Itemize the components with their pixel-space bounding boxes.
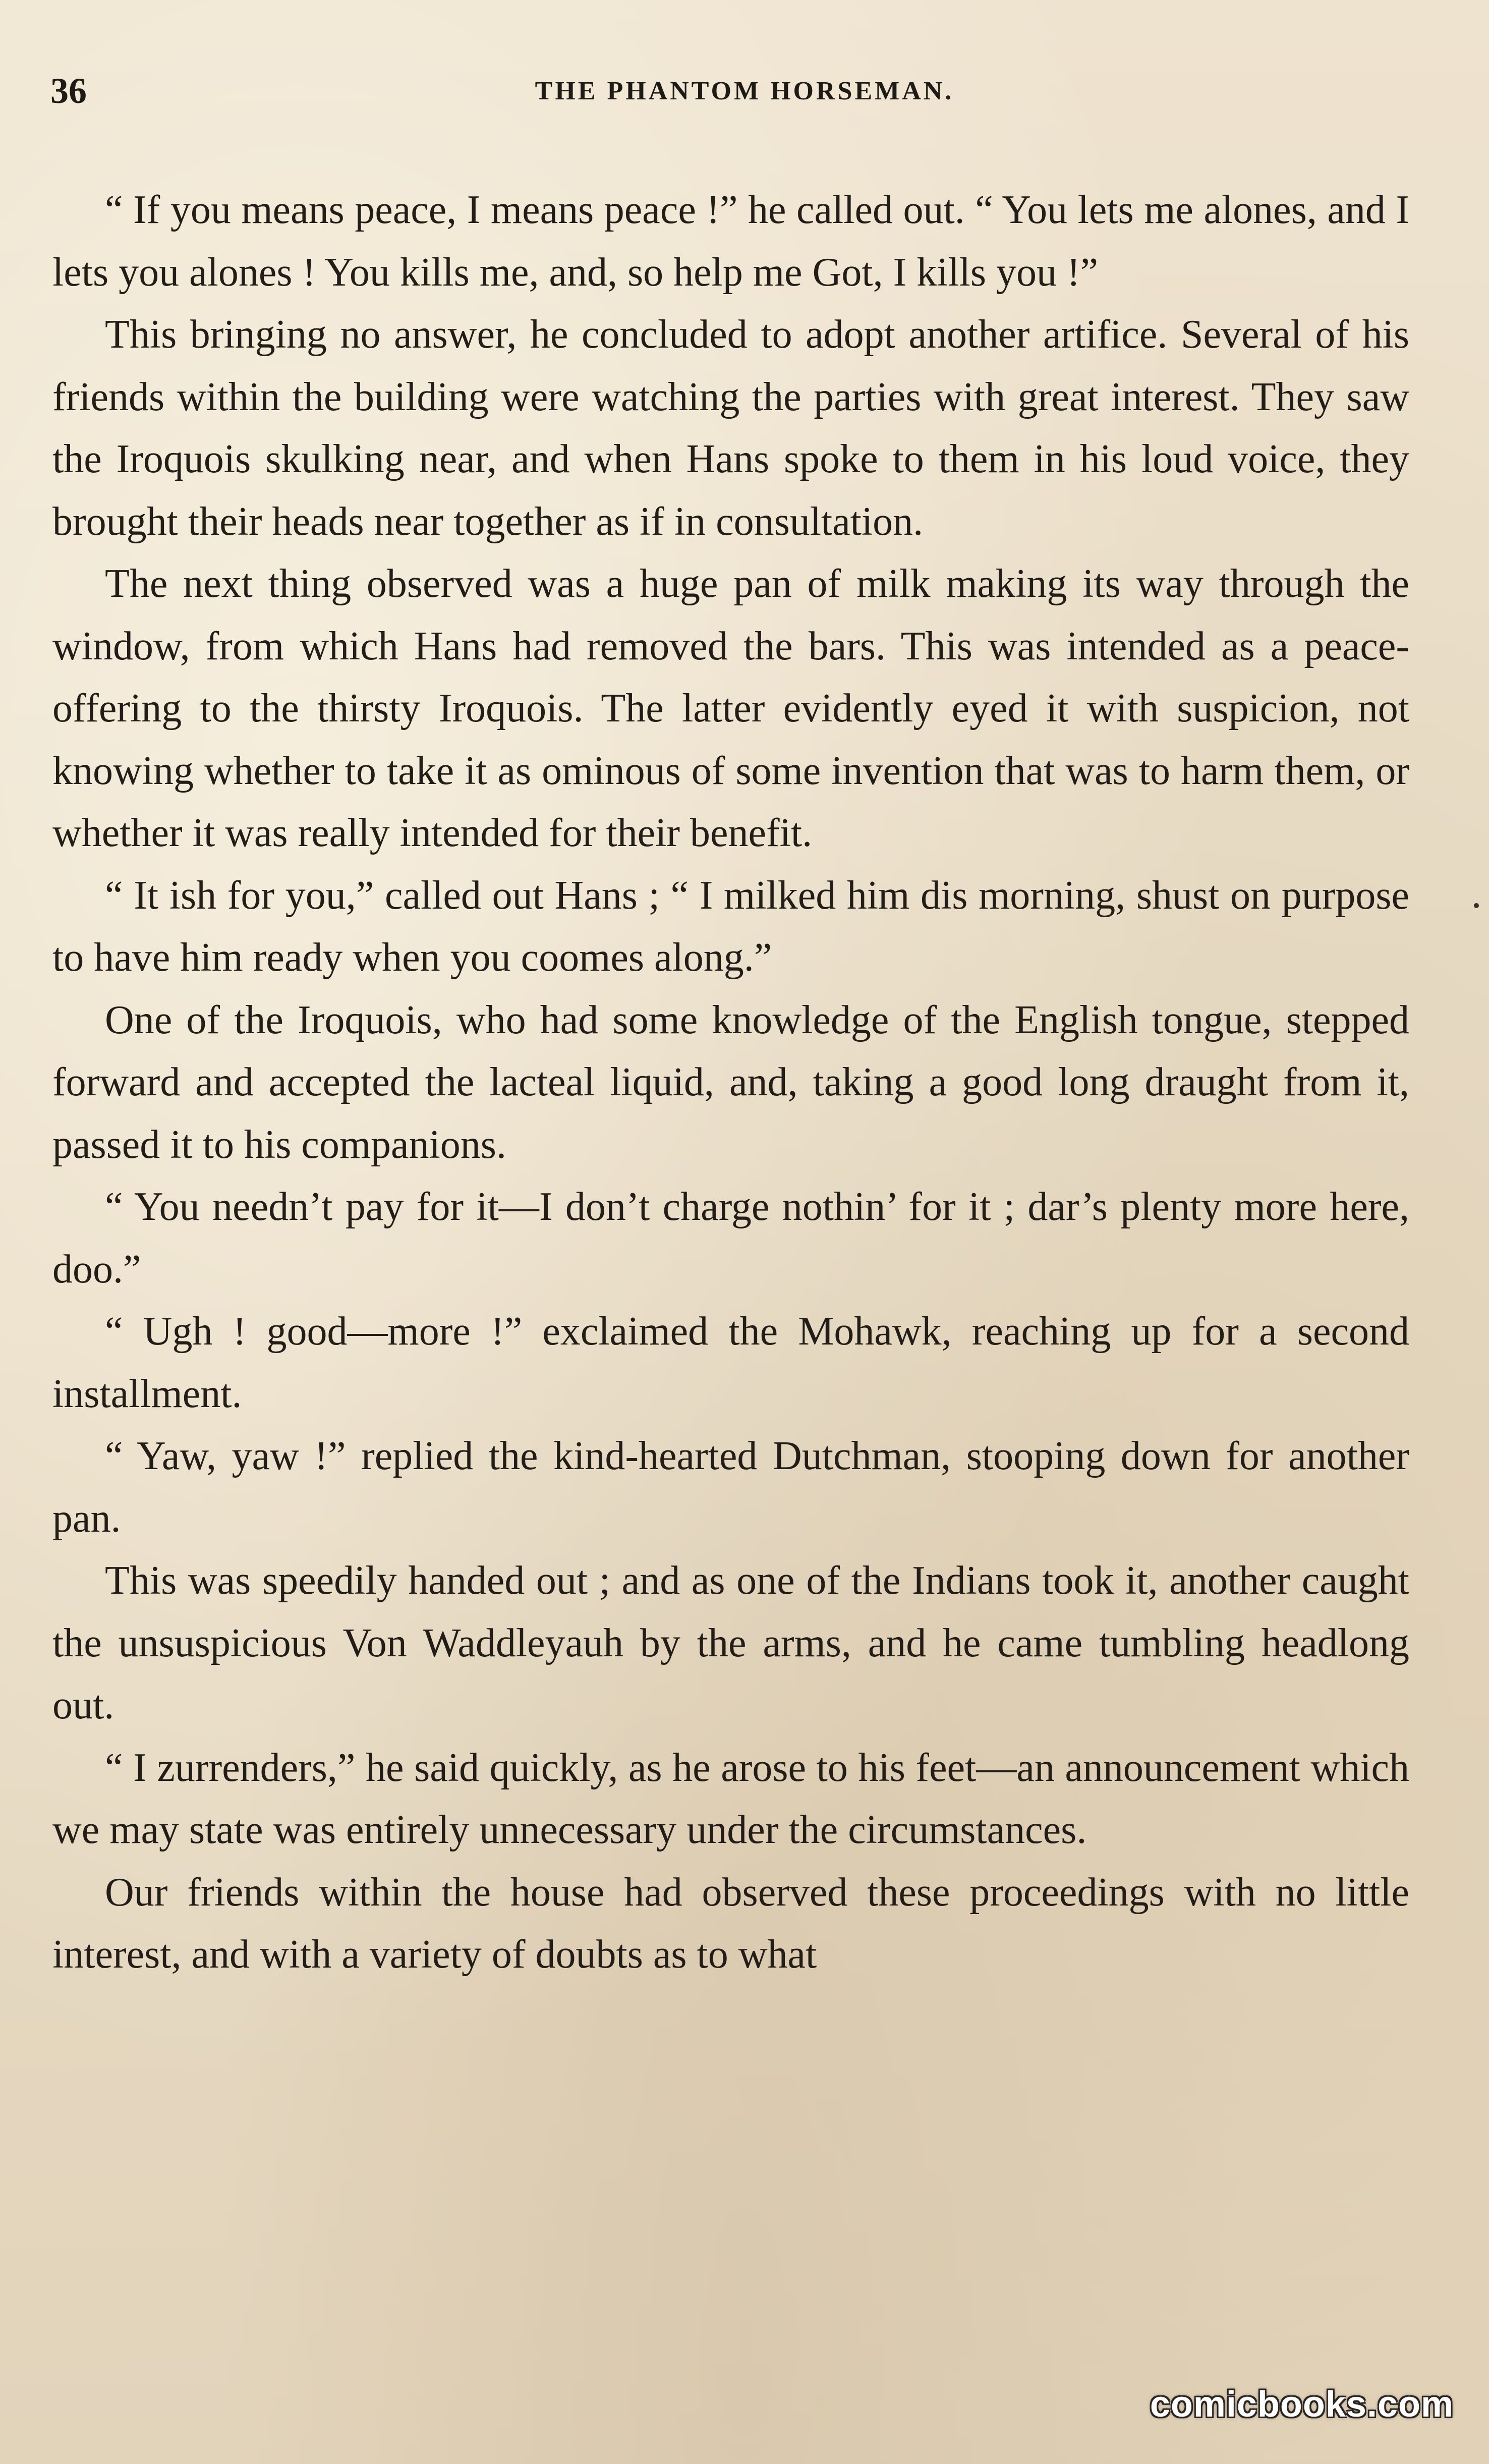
paragraph: “ You needn’t pay for it—I don’t charge nothin’ for it ; dar’s plenty more here, doo.”: [52, 1185, 1409, 1292]
paragraph: One of the Iroquois, who had some knowledge of the English tongue, stepped forward and accepted the lacteal liquid, and, taking a good long draught from it, passed it to his companions.: [52, 997, 1409, 1167]
running-title: THE PHANTOM HORSEMAN.: [535, 77, 954, 105]
page-number: 36: [50, 71, 87, 111]
ink-speck: [1474, 903, 1479, 908]
paragraph: “ It ish for you,” called out Hans ; “ I milked him dis morning, shust on purpose to have him ready when you coomes along.”: [52, 873, 1409, 980]
page-header: [0, 71, 1489, 111]
watermark: comicbooks.com: [1150, 2384, 1454, 2425]
paragraph: This bringing no answer, he concluded to adopt another artifice. Several of his friends within the building were watching the parties with great interest. They saw the Iroquois skulking near, and when Hans spoke to them in his loud voice, they brought their heads near together as if in consultation.: [52, 312, 1409, 544]
paragraph: Our friends within the house had observed these proceedings with no little interest, and with a variety of doubts as to what: [52, 1870, 1409, 1977]
paragraph: “ If you means peace, I means peace !” he called out. “ You lets me alones, and I lets you alones ! You kills me, and, so help me Got, I kills you !”: [52, 188, 1409, 295]
paragraph: “ Yaw, yaw !” replied the kind-hearted Dutchman, stooping down for another pan.: [52, 1434, 1409, 1541]
body-text: [52, 179, 1409, 1986]
paragraph: The next thing observed was a huge pan of milk making its way through the window, from which Hans had removed the bars. This was intended as a peace-offering to the thirsty Iroquois. The latter evidently eyed it with suspicion, not knowing whether to take it as ominous of some invention that was to harm them, or whether it was really intended for their benefit.: [52, 562, 1409, 855]
paragraph: This was speedily handed out ; and as one of the Indians took it, another caught the unsuspicious Von Waddleyauh by the arms, and he came tumbling headlong out.: [52, 1558, 1409, 1727]
paragraph: “ Ugh ! good—more !” exclaimed the Mohawk, reaching up for a second installment.: [52, 1309, 1409, 1416]
paragraph: “ I zurrenders,” he said quickly, as he arose to his feet—an announcement which we may state was entirely unnecessary under the circumstances.: [52, 1745, 1409, 1852]
